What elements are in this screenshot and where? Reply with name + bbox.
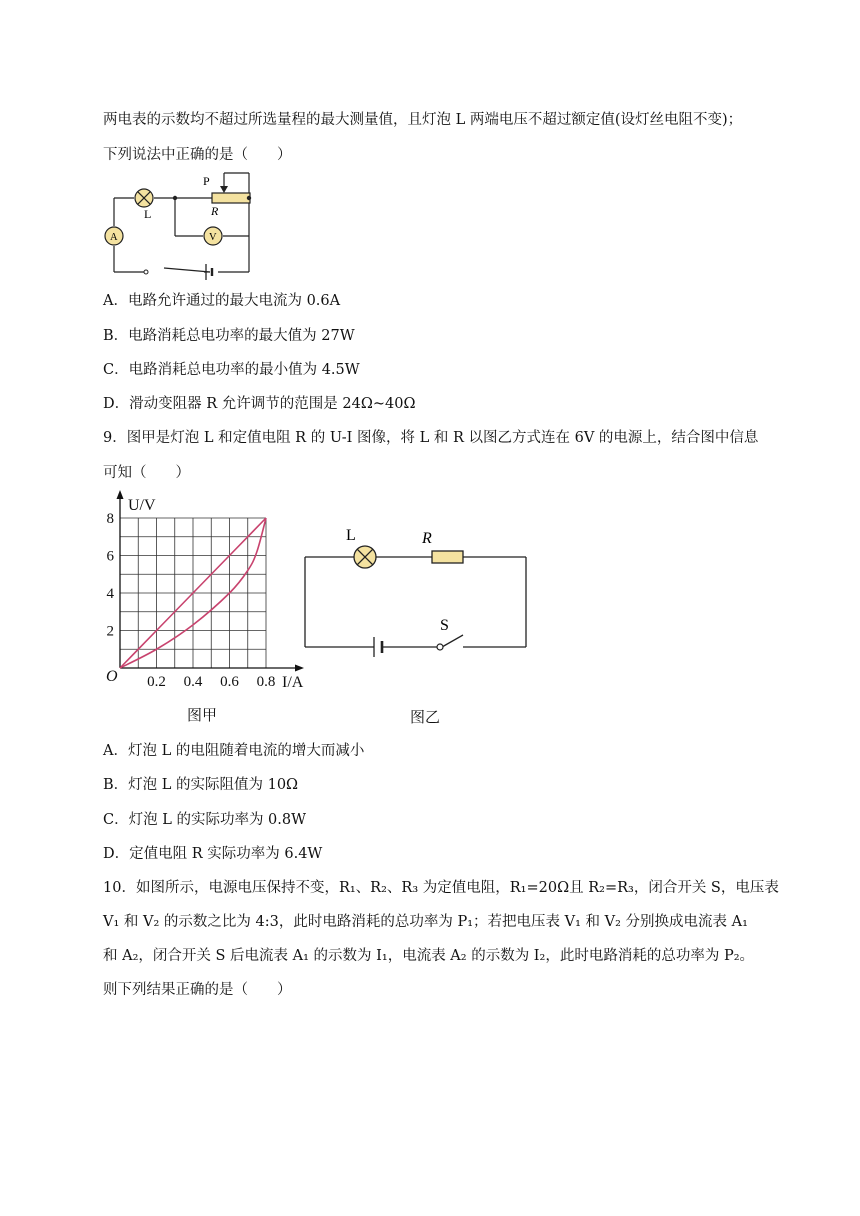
q9-option-a: A．灯泡 L 的电阻随着电流的增大而减小 bbox=[103, 743, 365, 759]
q10-stem-line3: 和 A₂，闭合开关 S 后电流表 A₁ 的示数为 I₁，电流表 A₂ 的示数为 I₂，此时电路消耗的总功率为 P₂。 bbox=[103, 948, 755, 964]
x-axis-arrow bbox=[295, 665, 304, 672]
y-tick-label: 6 bbox=[106, 548, 114, 565]
q8-label-R: R bbox=[211, 204, 219, 218]
q8-label-P: P bbox=[203, 174, 210, 188]
q10-stem-line4: 则下列结果正确的是（ ） bbox=[103, 982, 292, 998]
y-axis-label: U/V bbox=[128, 497, 156, 514]
q8-lamp bbox=[135, 189, 153, 207]
q9-label-L: L bbox=[346, 527, 356, 544]
q8-circuit-diagram bbox=[100, 168, 260, 280]
q9-caption-yi: 图乙 bbox=[410, 708, 441, 726]
q8-switch bbox=[144, 270, 148, 274]
q8-label-L: L bbox=[144, 207, 152, 221]
y-axis-arrow bbox=[117, 490, 124, 499]
q9-ui-chart bbox=[98, 490, 318, 700]
q9-caption-jia: 图甲 bbox=[187, 706, 218, 724]
q9-option-c: C．灯泡 L 的实际功率为 0.8W bbox=[103, 812, 307, 828]
q9-label-S: S bbox=[440, 617, 449, 634]
q8-option-d: D．滑动变阻器 R 允许调节的范围是 24Ω~40Ω bbox=[103, 396, 416, 412]
y-tick-label: 4 bbox=[106, 586, 114, 602]
x-tick-label: 0.2 bbox=[147, 674, 166, 690]
q9-option-b: B．灯泡 L 的实际阻值为 10Ω bbox=[103, 777, 299, 793]
q9-label-R: R bbox=[422, 530, 432, 547]
q9-battery bbox=[374, 637, 382, 657]
q9-resistor bbox=[432, 551, 463, 563]
origin-label: O bbox=[106, 668, 118, 685]
q9-circuit-diagram bbox=[300, 520, 535, 660]
x-tick-label: 0.4 bbox=[183, 674, 203, 690]
q9-stem-line1: 9．图甲是灯泡 L 和定值电阻 R 的 U-I 图像，将 L 和 R 以图乙方式连在 6V 的电源上，结合图中信息 bbox=[103, 430, 759, 446]
q8-stem-line1: 两电表的示数均不超过所选量程的最大测量值，且灯泡 L 两端电压不超过额定值(设灯丝电阻不变)； bbox=[103, 112, 743, 128]
q9-option-d: D．定值电阻 R 实际功率为 6.4W bbox=[103, 846, 323, 862]
y-tick-label: 8 bbox=[106, 511, 114, 527]
q8-rheostat bbox=[212, 193, 250, 203]
q9-lamp bbox=[354, 546, 376, 568]
q10-stem-line2: V₁ 和 V₂ 的示数之比为 4:3，此时电路消耗的总功率为 P₁；若把电压表 V₁ 和 V₂ 分别换成电流表 A₁ bbox=[103, 914, 748, 930]
q8-stem-line2: 下列说法中正确的是（ ） bbox=[103, 147, 292, 163]
y-tick-label: 2 bbox=[106, 623, 114, 640]
x-axis-label: I/A bbox=[282, 674, 304, 691]
q8-label-A: A bbox=[110, 232, 118, 243]
q8-option-c: C．电路消耗总电功率的最小值为 4.5W bbox=[103, 362, 360, 378]
q9-switch bbox=[437, 644, 443, 650]
q8-option-a: A．电路允许通过的最大电流为 0.6A bbox=[103, 293, 341, 309]
q10-stem-line1: 10．如图所示，电源电压保持不变，R₁、R₂、R₃ 为定值电阻，R₁=20Ω且 R₂=R₃，闭合开关 S，电压表 bbox=[103, 880, 779, 896]
q9-stem-line2: 可知（ ） bbox=[103, 465, 190, 481]
q8-label-V: V bbox=[209, 232, 217, 243]
x-tick-label: 0.8 bbox=[256, 674, 276, 690]
x-tick-label: 0.6 bbox=[220, 674, 239, 690]
q8-option-b: B．电路消耗总电功率的最大值为 27W bbox=[103, 328, 355, 344]
